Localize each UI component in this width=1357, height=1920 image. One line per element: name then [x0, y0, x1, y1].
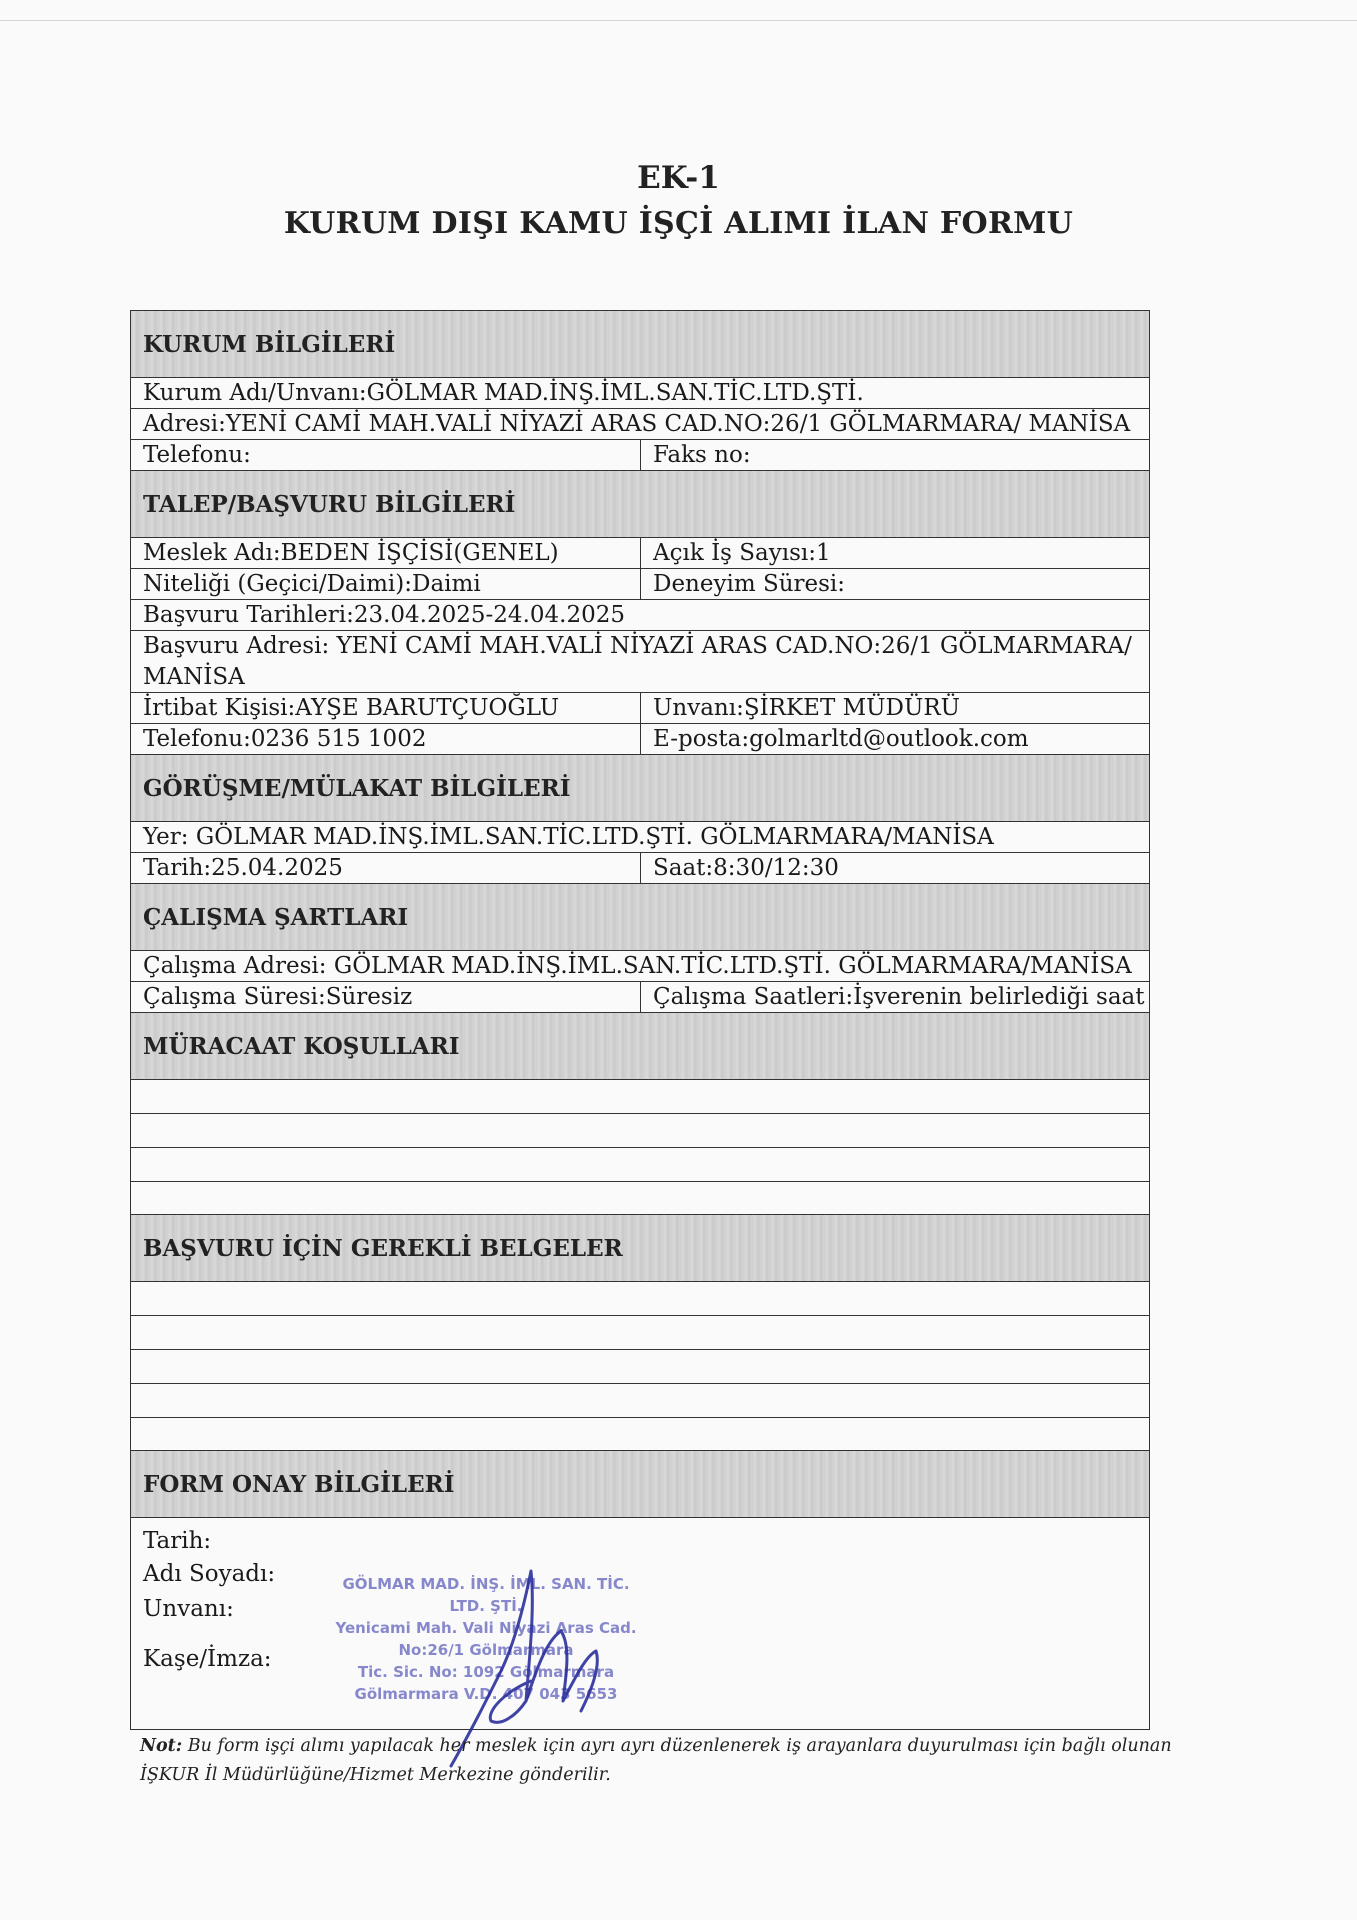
form-code: EK-1: [637, 160, 720, 196]
row-kurum-adres: [131, 409, 1149, 440]
calisma-adresi-field: Çalışma Adresi: GÖLMAR MAD.İNŞ.İML.SAN.TİC.LTD.ŞTİ. GÖLMARMARA/MANİSA: [143, 953, 1132, 979]
kurum-adres-field: Adresi:YENİ CAMİ MAH.VALİ NİYAZİ ARAS CAD.NO:26/1 GÖLMARMARA/ MANİSA: [143, 411, 1131, 437]
announcement-form-table: [130, 310, 1150, 1730]
belgeler-blank-row: [131, 1350, 1149, 1384]
section-header-muracaat: MÜRACAAT KOŞULLARI: [131, 1013, 1149, 1080]
eposta-field: E-posta:golmarltd@outlook.com: [653, 726, 1029, 752]
row-kurum-telefon: [131, 440, 1149, 471]
stamp-line: Tic. Sic. No: 1092 Gölmarmara: [357, 1663, 615, 1681]
row-irtibat: [131, 693, 1149, 724]
section-header-gorusme: GÖRÜŞME/MÜLAKAT BİLGİLERİ: [131, 755, 1149, 822]
section-header-calisma: ÇALIŞMA ŞARTLARI: [131, 884, 1149, 951]
onay-unvani-label: Unvanı:: [143, 1596, 234, 1622]
stamp-line: Gölmarmara V.D. 407 043 5653: [354, 1685, 618, 1703]
stamp-line: GÖLMAR MAD. İNŞ. İML. SAN. TİC. LTD. ŞTİ.: [342, 1575, 630, 1615]
onay-kase-imza-label: Kaşe/İmza:: [143, 1646, 272, 1672]
row-gorusme-yer: [131, 822, 1149, 853]
belgeler-blank-row: [131, 1384, 1149, 1418]
row-gorusme-tarih: [131, 853, 1149, 884]
muracaat-blank-row: [131, 1148, 1149, 1182]
calisma-saatleri-field: Çalışma Saatleri:İşverenin belirlediği saat: [653, 984, 1145, 1010]
footnote-text: Bu form işçi alımı yapılacak her meslek için ayrı ayrı düzenlenerek iş arayanlara duyurulması için bağlı olunan İŞKUR İl Müdürlüğüne/Hizmet Merkezine gönderilir.: [140, 1736, 1172, 1785]
calisma-suresi-field: Çalışma Süresi:Süresiz: [131, 982, 641, 1012]
belgeler-blank-row: [131, 1316, 1149, 1350]
belgeler-blank-row: [131, 1418, 1149, 1451]
kurum-telefon-field: Telefonu:: [131, 440, 641, 470]
onay-tarih-label: Tarih:: [143, 1528, 212, 1554]
basvuru-adresi-line1: Başvuru Adresi: YENİ CAMİ MAH.VALİ NİYAZİ ARAS CAD.NO:26/1 GÖLMARMARA/: [143, 633, 1132, 659]
footnote-label: Not:: [140, 1736, 183, 1756]
row-meslek: [131, 538, 1149, 569]
row-kurum-adi: [131, 378, 1149, 409]
section-header-onay: FORM ONAY BİLGİLERİ: [131, 1451, 1149, 1518]
irtibat-unvan-field: Unvanı:ŞİRKET MÜDÜRÜ: [653, 695, 961, 721]
row-nitelik: [131, 569, 1149, 600]
acik-is-sayisi-field: Açık İş Sayısı:1: [653, 540, 831, 566]
muracaat-blank-row: [131, 1182, 1149, 1215]
row-basvuru-tarihleri: [131, 600, 1149, 631]
section-header-talep: TALEP/BAŞVURU BİLGİLERİ: [131, 471, 1149, 538]
basvuru-adresi-line2: MANİSA: [143, 664, 245, 690]
belgeler-blank-row: [131, 1282, 1149, 1316]
row-calisma-adresi: [131, 951, 1149, 982]
scan-edge-line: [0, 20, 1357, 21]
row-basvuru-adresi: [131, 631, 1149, 693]
muracaat-blank-row: [131, 1080, 1149, 1114]
stamp-line: Yenicami Mah. Vali Niyazi Aras Cad.: [335, 1619, 637, 1637]
section-header-kurum: KURUM BİLGİLERİ: [131, 311, 1149, 378]
row-iletisim: [131, 724, 1149, 755]
kurum-faks-field: Faks no:: [653, 442, 751, 468]
section-header-belgeler: BAŞVURU İÇİN GEREKLİ BELGELER: [131, 1215, 1149, 1282]
gorusme-saat-field: Saat:8:30/12:30: [653, 855, 839, 881]
row-calisma-sure: [131, 982, 1149, 1013]
muracaat-blank-row: [131, 1114, 1149, 1148]
footnote: [140, 1732, 1190, 1790]
gorusme-yer-field: Yer: GÖLMAR MAD.İNŞ.İML.SAN.TİC.LTD.ŞTİ. GÖLMARMARA/MANİSA: [143, 824, 994, 850]
nitelik-field: Niteliği (Geçici/Daimi):Daimi: [131, 569, 641, 599]
basvuru-tarihleri-field: Başvuru Tarihleri:23.04.2025-24.04.2025: [143, 602, 625, 628]
form-title: KURUM DIŞI KAMU İŞÇİ ALIMI İLAN FORMU: [283, 206, 1074, 241]
deneyim-suresi-field: Deneyim Süresi:: [653, 571, 846, 597]
stamp-line: No:26/1 Gölmarmara: [398, 1641, 574, 1659]
irtibat-telefon-field: Telefonu:0236 515 1002: [131, 724, 641, 754]
meslek-adi-field: Meslek Adı:BEDEN İŞÇİSİ(GENEL): [131, 538, 641, 568]
gorusme-tarih-field: Tarih:25.04.2025: [131, 853, 641, 883]
onay-adi-soyadi-label: Adı Soyadı:: [143, 1561, 276, 1587]
kurum-adi-field: Kurum Adı/Unvanı:GÖLMAR MAD.İNŞ.İML.SAN.TİC.LTD.ŞTİ.: [143, 380, 864, 406]
irtibat-kisisi-field: İrtibat Kişisi:AYŞE BARUTÇUOĞLU: [131, 693, 641, 723]
